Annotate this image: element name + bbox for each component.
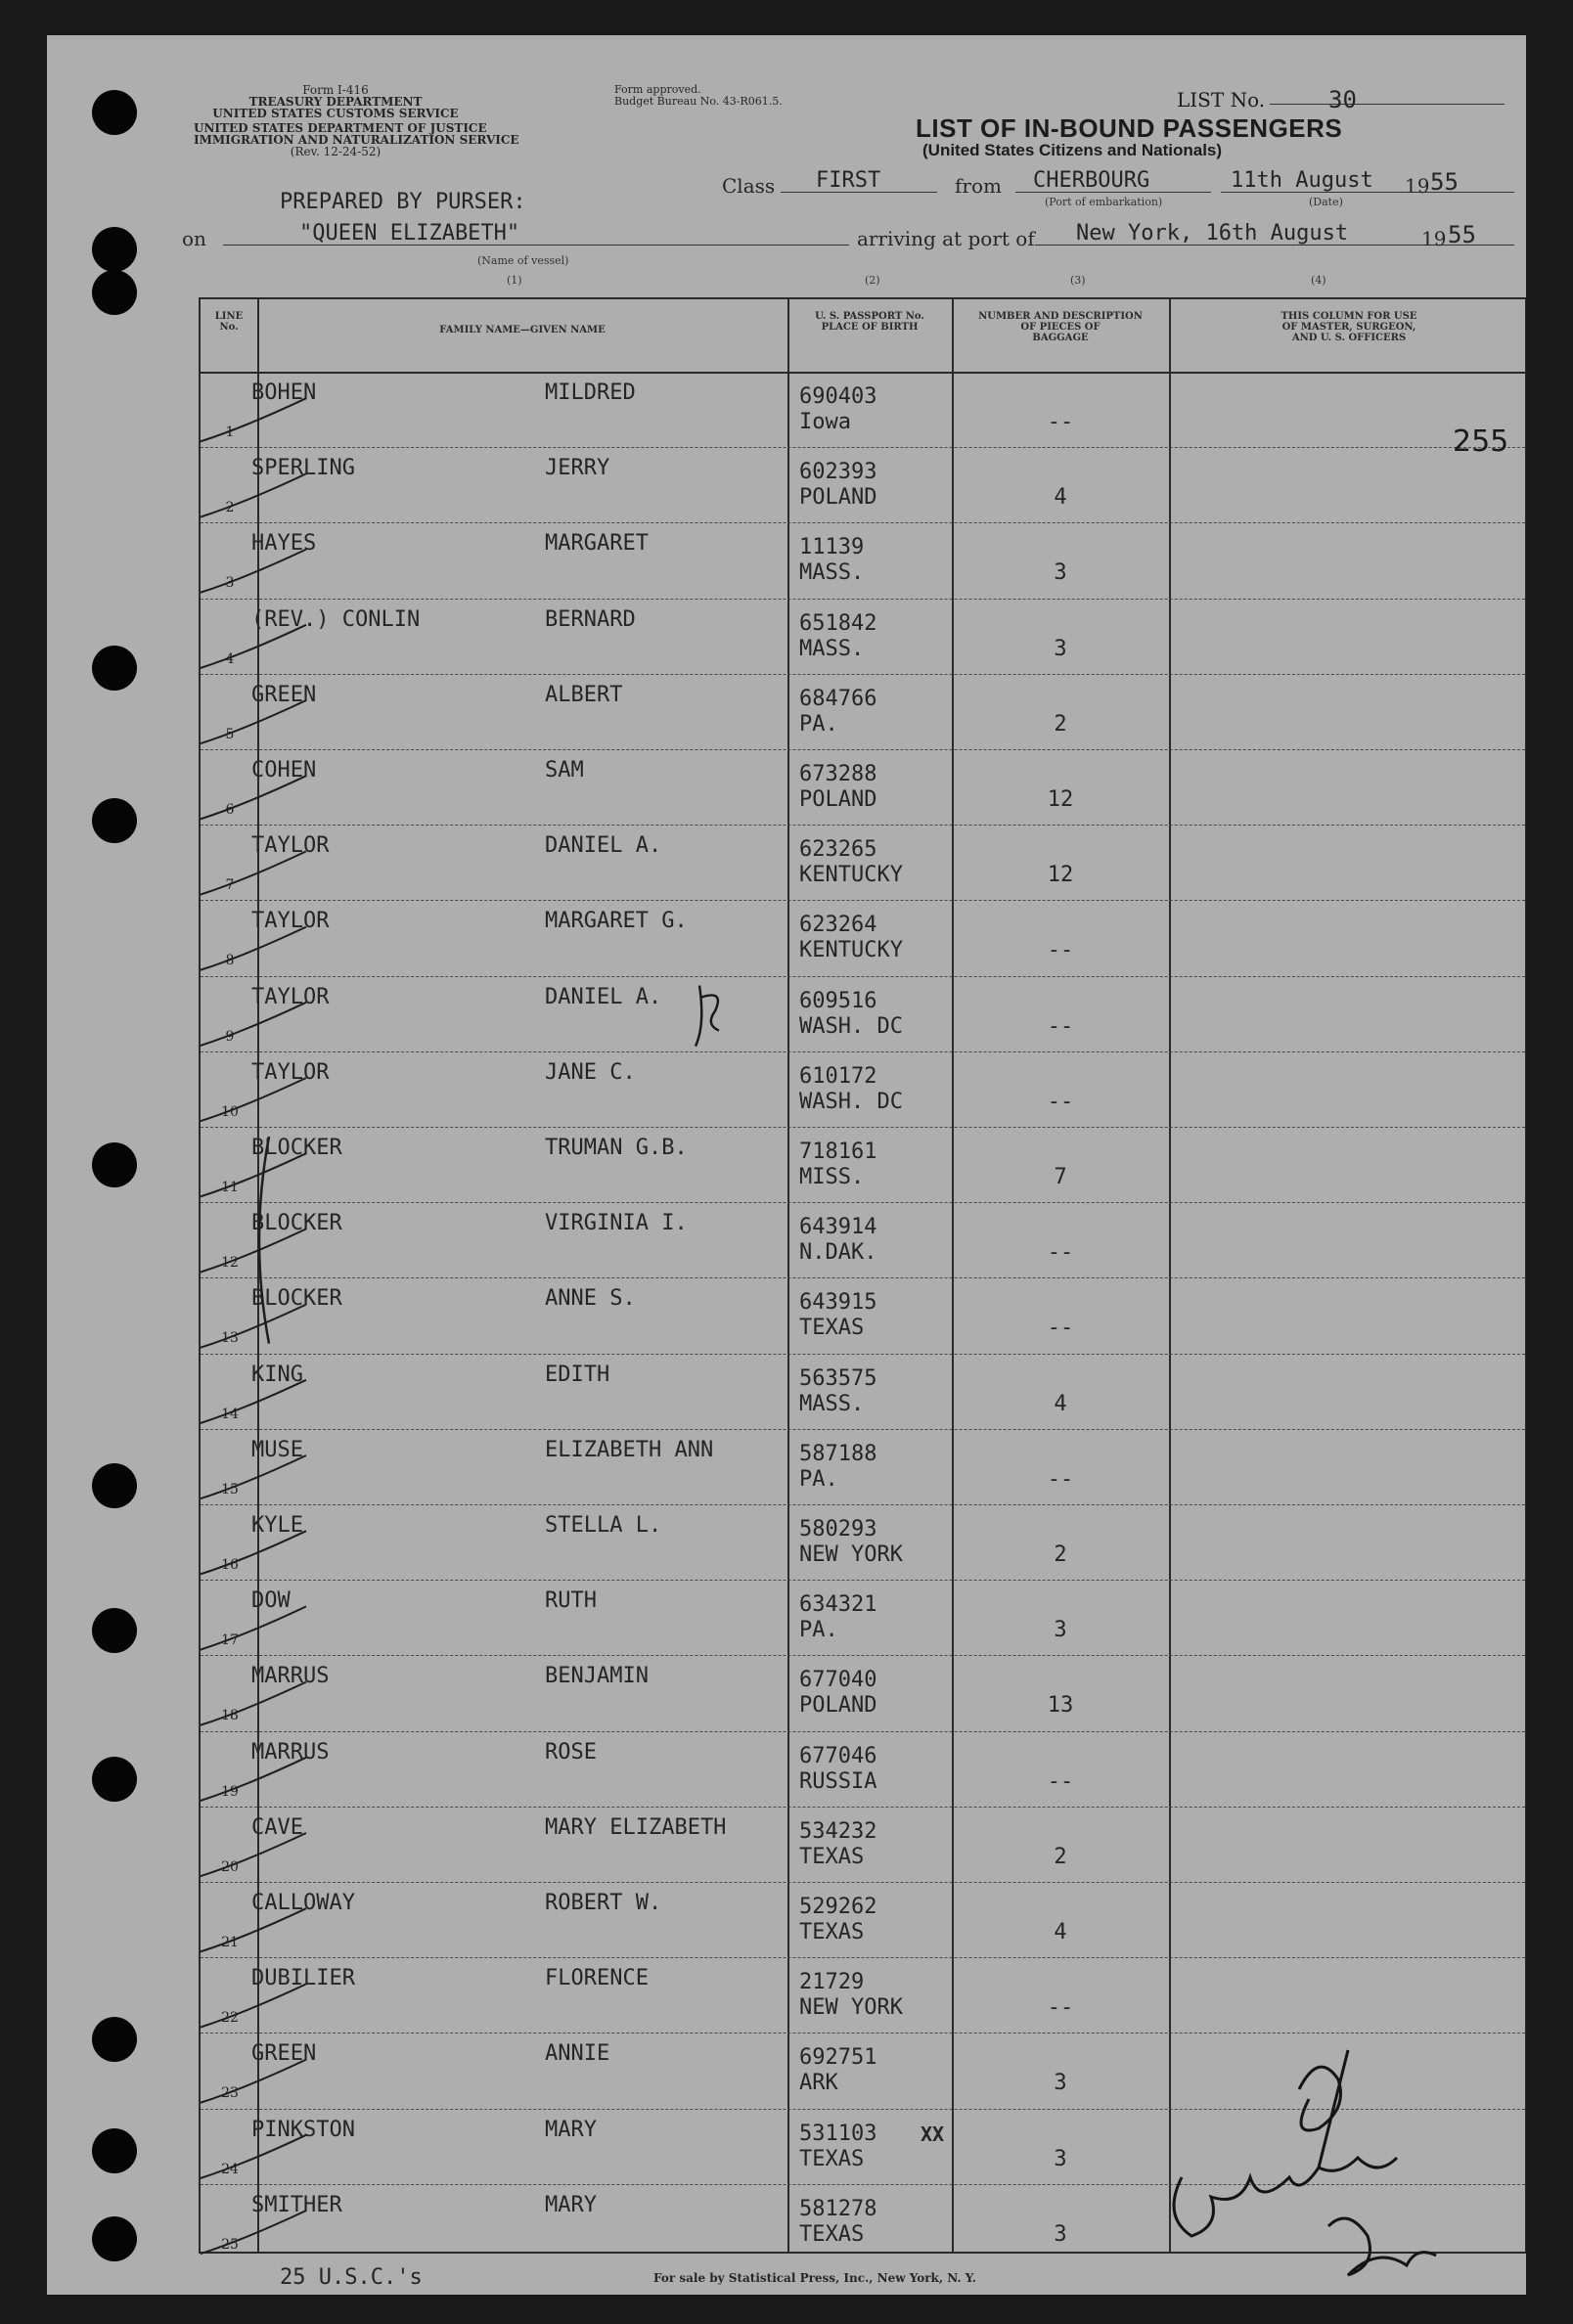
page-title: LIST OF IN-BOUND PASSENGERS <box>916 113 1343 143</box>
line-number: 5 <box>225 726 235 742</box>
table-row <box>201 1354 1525 1429</box>
table-row <box>201 825 1525 900</box>
line-number: 23 <box>221 2085 239 2102</box>
passport-number: 643914 <box>799 1215 877 1240</box>
approval-block <box>614 84 783 108</box>
line-number: 9 <box>225 1028 235 1045</box>
passport-number: 651842 <box>799 610 877 636</box>
given-name: ELIZABETH ANN <box>545 1437 714 1462</box>
family-name: BLOCKER <box>251 1136 342 1160</box>
baggage-count: -- <box>1047 1013 1074 1039</box>
place-of-birth: MASS. <box>799 560 865 586</box>
baggage-count: -- <box>1047 1466 1074 1492</box>
family-name: KING <box>251 1362 303 1387</box>
inspector-signature <box>1152 2011 1505 2285</box>
row-divider <box>201 1655 1525 1656</box>
passport-number: 690403 <box>799 384 877 409</box>
given-name: ALBERT <box>545 682 623 707</box>
col-header-baggage <box>952 311 1169 343</box>
place-of-birth: ARK <box>799 2071 838 2096</box>
arrival-year-prefix: 19 <box>1421 227 1447 250</box>
row-divider <box>201 1051 1525 1052</box>
given-name: MARY ELIZABETH <box>545 1814 727 1840</box>
from-label: from <box>955 174 1002 198</box>
table-row <box>201 1655 1525 1730</box>
baggage-count: -- <box>1047 1316 1074 1341</box>
class-value: FIRST <box>816 168 881 193</box>
place-of-birth: N.DAK. <box>799 1240 877 1266</box>
officer-note-row-2: 255 <box>1453 425 1509 459</box>
place-of-birth: MASS. <box>799 636 865 661</box>
table-row <box>201 1580 1525 1655</box>
row-divider <box>201 1202 1525 1203</box>
row-24-strike-mark: XX <box>921 2123 945 2146</box>
date-year-prefix: 19 <box>1405 174 1430 198</box>
punch-hole <box>92 227 137 272</box>
punch-hole <box>92 2216 137 2261</box>
line-number: 22 <box>221 2010 239 2027</box>
prepared-by: PREPARED BY PURSER: <box>280 190 526 214</box>
baggage-count: 13 <box>1047 1693 1074 1719</box>
passport-number: 623264 <box>799 913 877 938</box>
form-ins: IMMIGRATION AND NATURALIZATION SERVICE <box>194 133 519 147</box>
baggage-count: -- <box>1047 1240 1074 1266</box>
row-divider <box>201 1354 1525 1355</box>
passenger-table <box>199 297 1526 2254</box>
row-divider <box>201 674 1525 675</box>
col-header-line: LINE <box>214 311 244 322</box>
given-name: BERNARD <box>545 606 636 632</box>
given-name: MARY <box>545 2192 597 2217</box>
line-number: 25 <box>221 2236 239 2253</box>
table-row <box>201 1202 1525 1277</box>
form-number: Form I-416 <box>302 83 369 97</box>
line-number: 4 <box>225 650 235 667</box>
place-of-birth: TEXAS <box>799 2146 865 2171</box>
baggage-count: 3 <box>1054 2146 1067 2171</box>
port-caption: (Port of embarkation) <box>1045 196 1163 208</box>
given-name: ANNE S. <box>545 1286 636 1312</box>
passport-number: 531103 <box>799 2121 877 2146</box>
from-value: CHERBOURG <box>1033 168 1150 193</box>
given-name: BENJAMIN <box>545 1664 649 1689</box>
col-number-4: (4) <box>1311 274 1326 287</box>
table-row <box>201 1807 1525 1882</box>
place-of-birth: PA. <box>799 1466 838 1492</box>
family-name: CAVE <box>251 1814 303 1840</box>
place-of-birth: POLAND <box>799 1693 877 1719</box>
family-name: PINKSTON <box>251 2117 355 2142</box>
form-dept-justice: UNITED STATES DEPARTMENT OF JUSTICE <box>194 121 487 135</box>
place-of-birth: KENTUCKY <box>799 938 903 963</box>
col-header-birthplace: PLACE OF BIRTH <box>821 322 919 333</box>
baggage-count: 7 <box>1054 1165 1067 1189</box>
given-name: STELLA L. <box>545 1513 662 1538</box>
passport-number: 609516 <box>799 988 877 1013</box>
list-no-value: 30 <box>1328 86 1357 113</box>
passport-number: 677040 <box>799 1668 877 1693</box>
row-divider <box>201 749 1525 750</box>
punch-hole <box>92 2017 137 2062</box>
line-number: 8 <box>225 953 235 969</box>
baggage-count: -- <box>1047 938 1074 963</box>
given-name: MILDRED <box>545 380 636 405</box>
family-name: BLOCKER <box>251 1286 342 1312</box>
passport-number: 643915 <box>799 1290 877 1316</box>
on-label: on <box>182 227 206 250</box>
form-revision: (Rev. 12-24-52) <box>290 145 382 158</box>
place-of-birth: WASH. DC <box>799 1013 903 1039</box>
baggage-count: 12 <box>1047 787 1074 812</box>
place-of-birth: WASH. DC <box>799 1089 903 1114</box>
passport-number: 580293 <box>799 1517 877 1542</box>
col-number-3: (3) <box>1070 274 1086 287</box>
place-of-birth: NEW YORK <box>799 1995 903 2021</box>
line-number: 1 <box>225 425 235 440</box>
punch-hole <box>92 1608 137 1653</box>
punch-hole <box>92 2128 137 2173</box>
place-of-birth: PA. <box>799 1618 838 1643</box>
row-divider <box>201 1580 1525 1581</box>
place-of-birth: Iowa <box>799 410 851 434</box>
table-row <box>201 976 1525 1051</box>
punch-hole <box>92 270 137 315</box>
family-name: (REV.) CONLIN <box>251 606 421 632</box>
row-divider <box>201 599 1525 600</box>
vessel-name: "QUEEN ELIZABETH" <box>299 221 520 246</box>
line-number: 3 <box>225 575 235 592</box>
family-name: TAYLOR <box>251 984 330 1009</box>
line-number: 20 <box>221 1858 239 1875</box>
arrival-year: 55 <box>1448 221 1476 248</box>
row-divider <box>201 522 1525 523</box>
passport-number: 602393 <box>799 460 877 485</box>
manifest-sheet <box>47 35 1526 2295</box>
col-header-name: FAMILY NAME—GIVEN NAME <box>439 325 606 335</box>
passport-number: 692751 <box>799 2045 877 2071</box>
line-number: 18 <box>221 1708 239 1724</box>
line-number: 21 <box>221 1935 239 1950</box>
place-of-birth: TEXAS <box>799 1844 865 1869</box>
table-row <box>201 900 1525 975</box>
family-name: BLOCKER <box>251 1211 342 1236</box>
passport-number: 718161 <box>799 1140 877 1164</box>
given-name: EDITH <box>545 1362 610 1387</box>
place-of-birth: MISS. <box>799 1165 865 1189</box>
line-number: 6 <box>225 802 235 818</box>
row-divider <box>201 825 1525 826</box>
passport-number: 677046 <box>799 1743 877 1768</box>
table-row <box>201 1882 1525 1957</box>
family-name: GREEN <box>251 682 317 707</box>
family-name: SMITHER <box>251 2192 342 2217</box>
family-name: TAYLOR <box>251 833 330 859</box>
line-number: 13 <box>221 1330 239 1347</box>
passport-number: 563575 <box>799 1365 877 1391</box>
given-name: RUTH <box>545 1588 597 1614</box>
table-row <box>201 372 1525 447</box>
baggage-count: 3 <box>1054 636 1067 661</box>
place-of-birth: TEXAS <box>799 2221 865 2247</box>
passport-number: 673288 <box>799 762 877 786</box>
family-name: BOHEN <box>251 380 317 405</box>
family-name: HAYES <box>251 531 317 557</box>
given-name: ROSE <box>545 1739 597 1765</box>
passport-number: 11139 <box>799 535 865 560</box>
place-of-birth: PA. <box>799 711 838 737</box>
baggage-count: 4 <box>1054 1391 1067 1416</box>
baggage-count: 2 <box>1054 1844 1067 1869</box>
baggage-count: 3 <box>1054 1618 1067 1643</box>
baggage-count: 3 <box>1054 2071 1067 2096</box>
family-name: TAYLOR <box>251 1059 330 1085</box>
given-name: JANE C. <box>545 1059 636 1085</box>
line-number: 11 <box>221 1180 239 1195</box>
form-dept-treasury: TREASURY DEPARTMENT <box>248 95 423 109</box>
passport-number: 21729 <box>799 1970 865 1995</box>
baggage-count: -- <box>1047 1995 1074 2021</box>
line-number: 19 <box>221 1783 239 1800</box>
given-name: ANNIE <box>545 2041 610 2067</box>
punch-hole <box>92 1757 137 1802</box>
row-divider <box>201 1127 1525 1128</box>
col-header-baggage-2: OF PIECES OF <box>1020 322 1101 333</box>
given-name: SAM <box>545 758 584 782</box>
table-row <box>201 447 1525 522</box>
col-header-passport <box>787 311 952 333</box>
passport-number: 623265 <box>799 837 877 863</box>
place-of-birth: NEW YORK <box>799 1542 903 1567</box>
given-name: TRUMAN G.B. <box>545 1136 688 1160</box>
family-name: KYLE <box>251 1513 303 1538</box>
date-value: 11th August <box>1231 168 1373 193</box>
row-divider <box>201 1957 1525 1958</box>
table-row <box>201 522 1525 598</box>
table-row <box>201 1127 1525 1202</box>
row-divider <box>201 1731 1525 1732</box>
footer-printer: For sale by Statistical Press, Inc., New York, N. Y. <box>653 2271 976 2285</box>
line-number: 16 <box>221 1557 239 1573</box>
punch-hole <box>92 90 137 135</box>
given-name: DANIEL A. <box>545 833 662 859</box>
line-number: 7 <box>225 877 235 894</box>
form-block <box>194 83 519 158</box>
table-row <box>201 1731 1525 1807</box>
col-number-1: (1) <box>507 274 522 287</box>
form-customs: UNITED STATES CUSTOMS SERVICE <box>212 107 459 120</box>
given-name: DANIEL A. <box>545 984 662 1009</box>
date-caption: (Date) <box>1309 196 1343 208</box>
table-row <box>201 1277 1525 1353</box>
line-number: 24 <box>221 2161 239 2177</box>
baggage-count: 2 <box>1054 711 1067 737</box>
row-divider <box>201 1504 1525 1505</box>
place-of-birth: TEXAS <box>799 1316 865 1341</box>
family-name: COHEN <box>251 758 317 782</box>
given-name: MARGARET G. <box>545 909 688 934</box>
baggage-count: -- <box>1047 410 1074 434</box>
col-header-baggage-1: NUMBER AND DESCRIPTION <box>978 311 1143 322</box>
list-no-line <box>1270 104 1505 105</box>
arrival-value: New York, 16th August <box>1076 221 1349 246</box>
given-name: MARY <box>545 2117 597 2142</box>
baggage-count: 4 <box>1054 485 1067 511</box>
given-name: VIRGINIA I. <box>545 1211 688 1236</box>
date-year: 55 <box>1430 168 1459 196</box>
row-divider <box>201 1429 1525 1430</box>
family-name: DOW <box>251 1588 291 1614</box>
family-name: GREEN <box>251 2041 317 2067</box>
line-number: 2 <box>225 500 235 516</box>
place-of-birth: RUSSIA <box>799 1768 877 1794</box>
row-divider <box>201 1277 1525 1278</box>
punch-hole <box>92 646 137 691</box>
row-divider <box>201 1882 1525 1883</box>
family-name: MARRUS <box>251 1664 330 1689</box>
row-divider <box>201 447 1525 448</box>
punch-hole <box>92 798 137 843</box>
family-name: MARRUS <box>251 1739 330 1765</box>
vessel-caption: (Name of vessel) <box>477 254 569 267</box>
family-name: CALLOWAY <box>251 1891 355 1915</box>
col-header-officers-2: OF MASTER, SURGEON, <box>1281 322 1416 333</box>
passport-number: 534232 <box>799 1818 877 1844</box>
class-label: Class <box>722 174 776 198</box>
family-name: TAYLOR <box>251 909 330 934</box>
col-number-2: (2) <box>865 274 880 287</box>
family-name: DUBILIER <box>251 1966 355 1991</box>
col-header-officers-3: AND U. S. OFFICERS <box>1291 333 1407 343</box>
baggage-count: 4 <box>1054 1920 1067 1944</box>
col-header-no: No. <box>219 322 239 333</box>
page-subtitle: (United States Citizens and Nationals) <box>922 141 1223 159</box>
line-number: 15 <box>221 1481 239 1497</box>
baggage-count: 3 <box>1054 560 1067 586</box>
table-row <box>201 1504 1525 1580</box>
place-of-birth: TEXAS <box>799 1920 865 1944</box>
line-number: 17 <box>221 1632 239 1649</box>
baggage-count: 2 <box>1054 1542 1067 1567</box>
col-header-baggage-3: BAGGAGE <box>1032 333 1089 343</box>
passport-number: 610172 <box>799 1063 877 1089</box>
baggage-count: 3 <box>1054 2221 1067 2247</box>
arriving-label: arriving at port of <box>857 227 1035 250</box>
table-row <box>201 1429 1525 1504</box>
table-row <box>201 599 1525 674</box>
col-header-officers <box>1169 311 1526 343</box>
place-of-birth: MASS. <box>799 1391 865 1416</box>
line-number: 14 <box>221 1406 239 1422</box>
col-header-passport-no: U. S. PASSPORT No. <box>815 311 924 322</box>
family-name: SPERLING <box>251 456 355 481</box>
given-name: FLORENCE <box>545 1966 649 1991</box>
line-number: 10 <box>221 1103 239 1120</box>
list-no-label: LIST No. <box>1177 88 1266 112</box>
approval-line: Form approved. <box>614 83 701 96</box>
total-count: 25 U.S.C.'s <box>280 2265 423 2290</box>
table-row <box>201 1051 1525 1127</box>
col-header-line-no <box>201 311 257 333</box>
punch-hole <box>92 1463 137 1508</box>
col-header-officers-1: THIS COLUMN FOR USE <box>1281 311 1417 322</box>
baggage-count: 12 <box>1047 863 1074 888</box>
row-divider <box>201 1807 1525 1808</box>
passport-number: 581278 <box>799 2196 877 2221</box>
passport-number: 587188 <box>799 1441 877 1466</box>
passport-number: 634321 <box>799 1592 877 1618</box>
family-name: MUSE <box>251 1437 303 1462</box>
baggage-count: -- <box>1047 1768 1074 1794</box>
given-name: JERRY <box>545 456 610 481</box>
line-number: 12 <box>221 1255 239 1272</box>
table-row <box>201 674 1525 749</box>
given-name: MARGARET <box>545 531 649 557</box>
budget-bureau-line: Budget Bureau No. 43-R061.5. <box>614 95 783 108</box>
place-of-birth: POLAND <box>799 485 877 511</box>
row-divider <box>201 900 1525 901</box>
punch-hole <box>92 1142 137 1187</box>
passport-number: 529262 <box>799 1895 877 1919</box>
passport-number: 684766 <box>799 686 877 711</box>
baggage-count: -- <box>1047 1089 1074 1114</box>
table-row <box>201 749 1525 825</box>
row-divider <box>201 976 1525 977</box>
place-of-birth: KENTUCKY <box>799 863 903 888</box>
place-of-birth: POLAND <box>799 787 877 812</box>
given-name: ROBERT W. <box>545 1891 662 1915</box>
